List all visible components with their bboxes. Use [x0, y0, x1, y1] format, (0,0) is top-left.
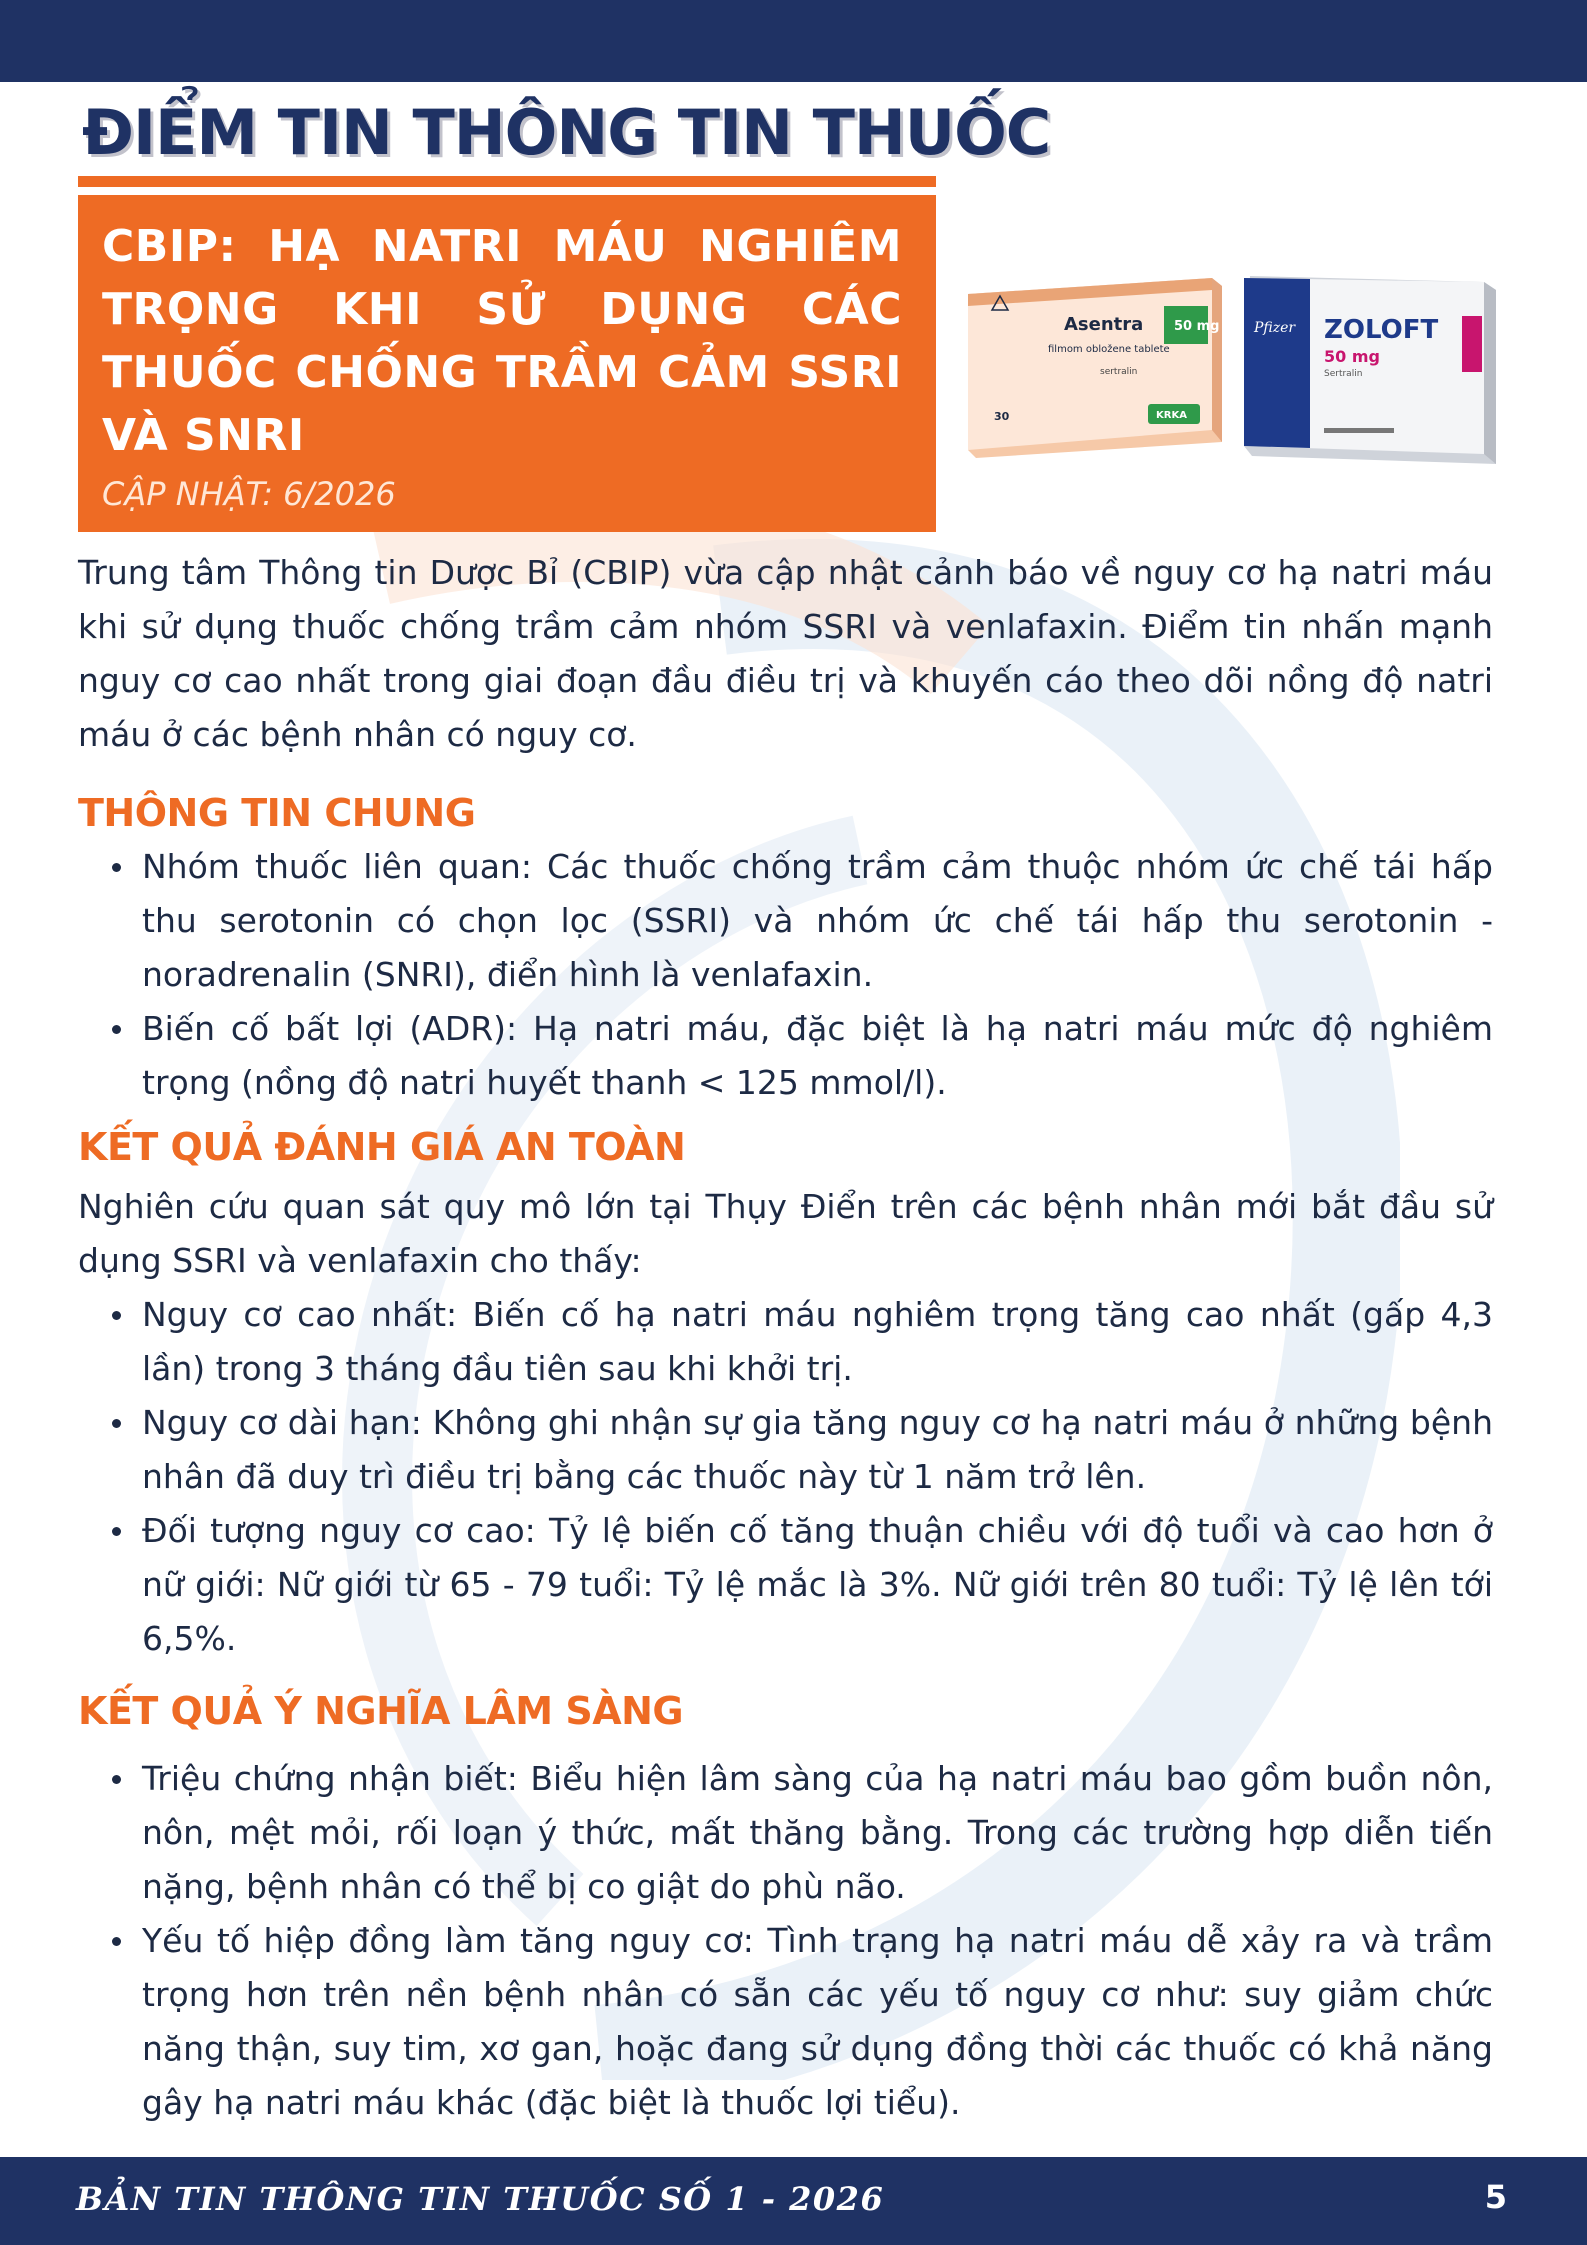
asentra-dose: 50 mg — [1174, 319, 1220, 334]
article-title: CBIP: HẠ NATRI MÁU NGHIÊM TRỌNG KHI SỬ DỤNG CÁC THUỐC CHỐNG TRẦM CẢM SSRI VÀ SNRI — [102, 221, 902, 461]
page-number: 5 — [1484, 2178, 1507, 2216]
zoloft-box-image — [1240, 268, 1502, 466]
safety-results-list — [78, 1288, 1493, 1666]
list-item: Triệu chứng nhận biết: Biểu hiện lâm sàng của hạ natri máu bao gồm buồn nôn, nôn, mệt mỏi, rối loạn ý thức, mất thăng bằng. Trong các trường hợp diễn tiến nặng, bệnh nhân có thể bị co giật do phù não. — [78, 1752, 1493, 1914]
asentra-maker: KRKA — [1156, 410, 1187, 421]
zoloft-dose: 50 mg — [1324, 347, 1380, 366]
section-heading-general: THÔNG TIN CHUNG — [78, 791, 476, 835]
zoloft-maker: Pfizer — [1254, 320, 1296, 336]
general-info-list — [78, 840, 1493, 1110]
asentra-count: 30 — [994, 410, 1010, 423]
clinical-significance-list — [78, 1752, 1493, 2130]
footer-issue: BẢN TIN THÔNG TIN THUỐC SỐ 1 - 2026 — [76, 2180, 885, 2218]
update-date: CẬP NHẬT: 6/2026 — [102, 475, 396, 513]
article-title-box — [78, 195, 936, 532]
asentra-form: filmom obložene tablete — [1048, 344, 1170, 355]
page-title: ĐIỂM TIN THÔNG TIN THUỐC — [82, 96, 1051, 169]
list-item: Nguy cơ cao nhất: Biến cố hạ natri máu nghiêm trọng tăng cao nhất (gấp 4,3 lần) trong 3 tháng đầu tiên sau khi khởi trị. — [78, 1288, 1493, 1396]
asentra-ingredient: sertralin — [1100, 367, 1138, 377]
safety-intro: Nghiên cứu quan sát quy mô lớn tại Thụy Điển trên các bệnh nhân mới bắt đầu sử dụng SSRI và venlafaxin cho thấy: — [78, 1187, 1493, 1280]
section-heading-safety: KẾT QUẢ ĐÁNH GIÁ AN TOÀN — [78, 1125, 686, 1169]
list-item: Đối tượng nguy cơ cao: Tỷ lệ biến cố tăng thuận chiều với độ tuổi và cao hơn ở nữ giới: Nữ giới từ 65 - 79 tuổi: Tỷ lệ mắc là 3%. Nữ giới trên 80 tuổi: Tỷ lệ lên tới 6,5%. — [78, 1504, 1493, 1666]
asentra-box-image — [960, 272, 1230, 458]
list-item: Nguy cơ dài hạn: Không ghi nhận sự gia tăng nguy cơ hạ natri máu ở những bệnh nhân đã duy trì điều trị bằng các thuốc này từ 1 năm trở lên. — [78, 1396, 1493, 1504]
asentra-brand: Asentra — [1064, 314, 1144, 335]
article-content — [78, 546, 1493, 2130]
list-item: Nhóm thuốc liên quan: Các thuốc chống trầm cảm thuộc nhóm ức chế tái hấp thu serotonin có chọn lọc (SSRI) và nhóm ức chế tái hấp thu serotonin - noradrenalin (SNRI), điển hình là venlafaxin. — [78, 840, 1493, 1002]
top-band — [0, 0, 1587, 82]
zoloft-brand: ZOLOFT — [1324, 315, 1439, 345]
list-item: Yếu tố hiệp đồng làm tăng nguy cơ: Tình trạng hạ natri máu dễ xảy ra và trầm trọng hơn trên nền bệnh nhân có sẵn các yếu tố nguy cơ như: suy giảm chức năng thận, suy tim, xơ gan, hoặc đang sử dụng đồng thời các thuốc có khả năng gây hạ natri máu khác (đặc biệt là thuốc lợi tiểu). — [78, 1914, 1493, 2130]
intro-paragraph: Trung tâm Thông tin Dược Bỉ (CBIP) vừa cập nhật cảnh báo về nguy cơ hạ natri máu khi sử dụng thuốc chống trầm cảm nhóm SSRI và venlafaxin. Điểm tin nhấn mạnh nguy cơ cao nhất trong giai đoạn đầu điều trị và khuyến cáo theo dõi nồng độ natri máu ở các bệnh nhân có nguy cơ. — [78, 553, 1493, 754]
list-item: Biến cố bất lợi (ADR): Hạ natri máu, đặc biệt là hạ natri máu mức độ nghiêm trọng (nồng độ natri huyết thanh < 125 mmol/l). — [78, 1002, 1493, 1110]
zoloft-ingredient: Sertralin — [1324, 369, 1363, 379]
title-underline — [78, 176, 936, 187]
section-heading-clinical: KẾT QUẢ Ý NGHĨA LÂM SÀNG — [78, 1689, 684, 1733]
